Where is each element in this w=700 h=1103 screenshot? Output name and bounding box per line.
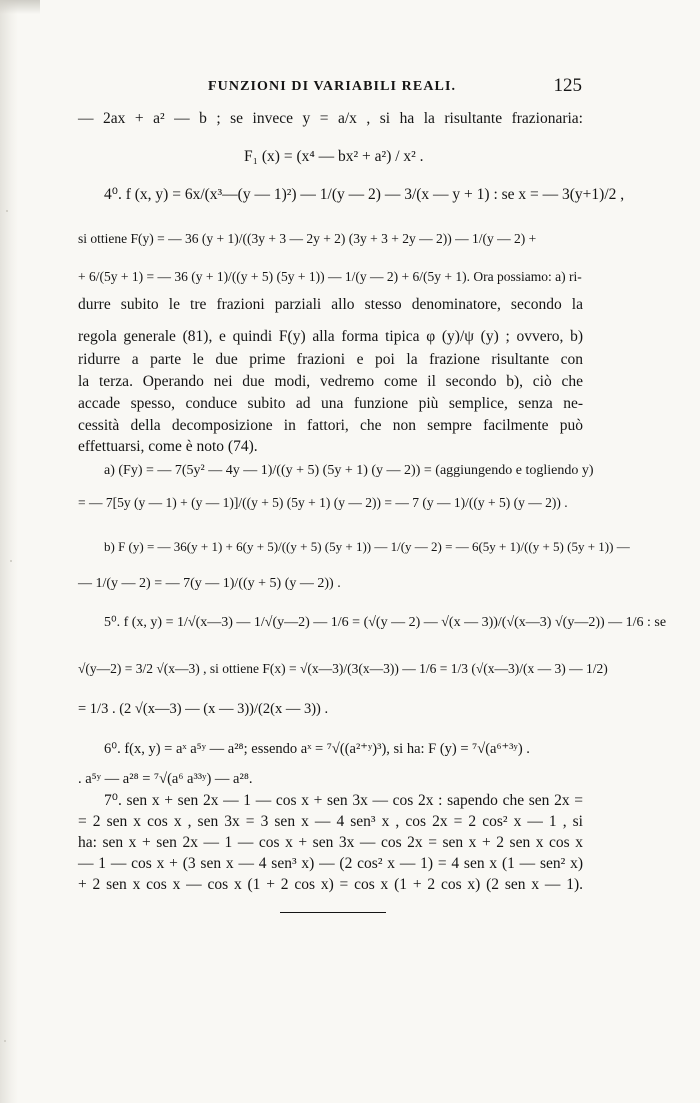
formula-line: a) (Fy) = — 7(5y² — 4y — 1)/((y + 5) (5y + 1) (y — 2)) = (aggiungendo e togliendo y): [104, 463, 594, 478]
end-rule: [280, 912, 386, 913]
text-line: durre subito le tre frazioni parziali allo stesso denominatore, secondo la: [78, 296, 583, 313]
text-line: — 2ax + a² — b ; se invece y = a/x , si ha la risultante frazionaria:: [78, 110, 583, 127]
text-line: = 2 sen x cos x , sen 3x = 3 sen x — 4 sen³ x , cos 2x = 2 cos² x — 1 , si: [78, 813, 583, 830]
formula-line: + 6/(5y + 1) = — 36 (y + 1)/((y + 5) (5y + 1)) — 1/(y — 2) + 6/(5y + 1). Ora possiamo: a) ri-: [78, 269, 582, 284]
formula-line: 5⁰. f (x, y) = 1/√(x—3) — 1/√(y—2) — 1/6 = (√(y — 2) — √(x — 3))/(√(x—3) √(y—2)) — 1/6 : se: [104, 615, 667, 630]
text-line: ridurre a parte le due prime frazioni e poi la frazione risultante con: [78, 351, 583, 368]
paper-speck: [10, 560, 12, 562]
page-header: [78, 75, 582, 99]
text-line: regola generale (81), e quindi F(y) alla forma tipica φ (y)/ψ (y) ; ovvero, b): [78, 328, 583, 345]
formula-line: 6⁰. f(x, y) = aˣ a⁵ʸ — a²⁸; essendo aˣ = ⁷√((a²⁺ʸ)³), si ha: F (y) = ⁷√(a⁶⁺³ʸ) .: [104, 741, 530, 757]
page-corner-shadow: [0, 0, 40, 14]
text-line: 7⁰. sen x + sen 2x — 1 — cos x + sen 3x — cos 2x : sapendo che sen 2x =: [104, 792, 583, 809]
text-line: + 2 sen x cos x — cos x (1 + 2 cos x) = cos x (1 + 2 cos x) (2 sen x — 1).: [78, 876, 583, 893]
formula-line: b) F (y) = — 36(y + 1) + 6(y + 5)/((y + 5) (5y + 1)) — 1/(y — 2) = — 6(5y + 1)/((y + 5) (5y + 1)) —: [104, 539, 630, 554]
paper-speck: [4, 1040, 6, 1042]
text-line: cessità della decomposizione in fattori, che non sempre facilmente può: [78, 417, 583, 434]
page-edge-shadow: [0, 0, 18, 1103]
formula-line: . a⁵ʸ — a²⁸ = ⁷√(a⁶ a³³ʸ) — a²⁸.: [78, 771, 253, 787]
paper-speck: [6, 210, 8, 212]
formula-line: = — 7[5y (y — 1) + (y — 1)]/((y + 5) (5y + 1) (y — 2)) = — 7 (y — 1)/((y + 5) (y — 2)) .: [78, 495, 568, 510]
text-line: la terza. Operando nei due modi, vedremo come il secondo b), ciò che: [78, 373, 583, 390]
formula-line: si ottiene F(y) = — 36 (y + 1)/((3y + 3 — 2y + 2) (3y + 3 + 2y — 2)) — 1/(y — 2) +: [78, 231, 537, 246]
text-line: accade spesso, conduce subito ad una funzione più semplice, senza ne-: [78, 395, 583, 412]
formula-line: = 1/3 . (2 √(x—3) — (x — 3))/(2(x — 3)) .: [78, 701, 329, 717]
formula-line: F₁ (x) = (x⁴ — bx² + a²) / x² .: [244, 148, 424, 165]
page-number: 125: [553, 75, 582, 96]
running-head: FUNZIONI DI VARIABILI REALI.: [208, 79, 457, 94]
text-line: — 1 — cos x + (3 sen x — 4 sen³ x) — (2 cos² x — 1) = 4 sen x (1 — sen² x): [78, 855, 583, 872]
formula-line: √(y—2) = 3/2 √(x—3) , si ottiene F(x) = √(x—3)/(3(x—3)) — 1/6 = 1/3 (√(x—3)/(x — 3) — 1/2): [78, 661, 608, 676]
formula-line: — 1/(y — 2) = — 7(y — 1)/((y + 5) (y — 2)) .: [78, 576, 341, 591]
text-line: ha: sen x + sen 2x — 1 — cos x + sen 3x — cos 2x = sen x + 2 sen x cos x: [78, 834, 583, 851]
text-line: effettuarsi, come è noto (74).: [78, 438, 258, 455]
formula-line: 4⁰. f (x, y) = 6x/(x³—(y — 1)²) — 1/(y — 2) — 3/(x — y + 1) : se x = — 3(y+1)/2 ,: [104, 186, 625, 203]
